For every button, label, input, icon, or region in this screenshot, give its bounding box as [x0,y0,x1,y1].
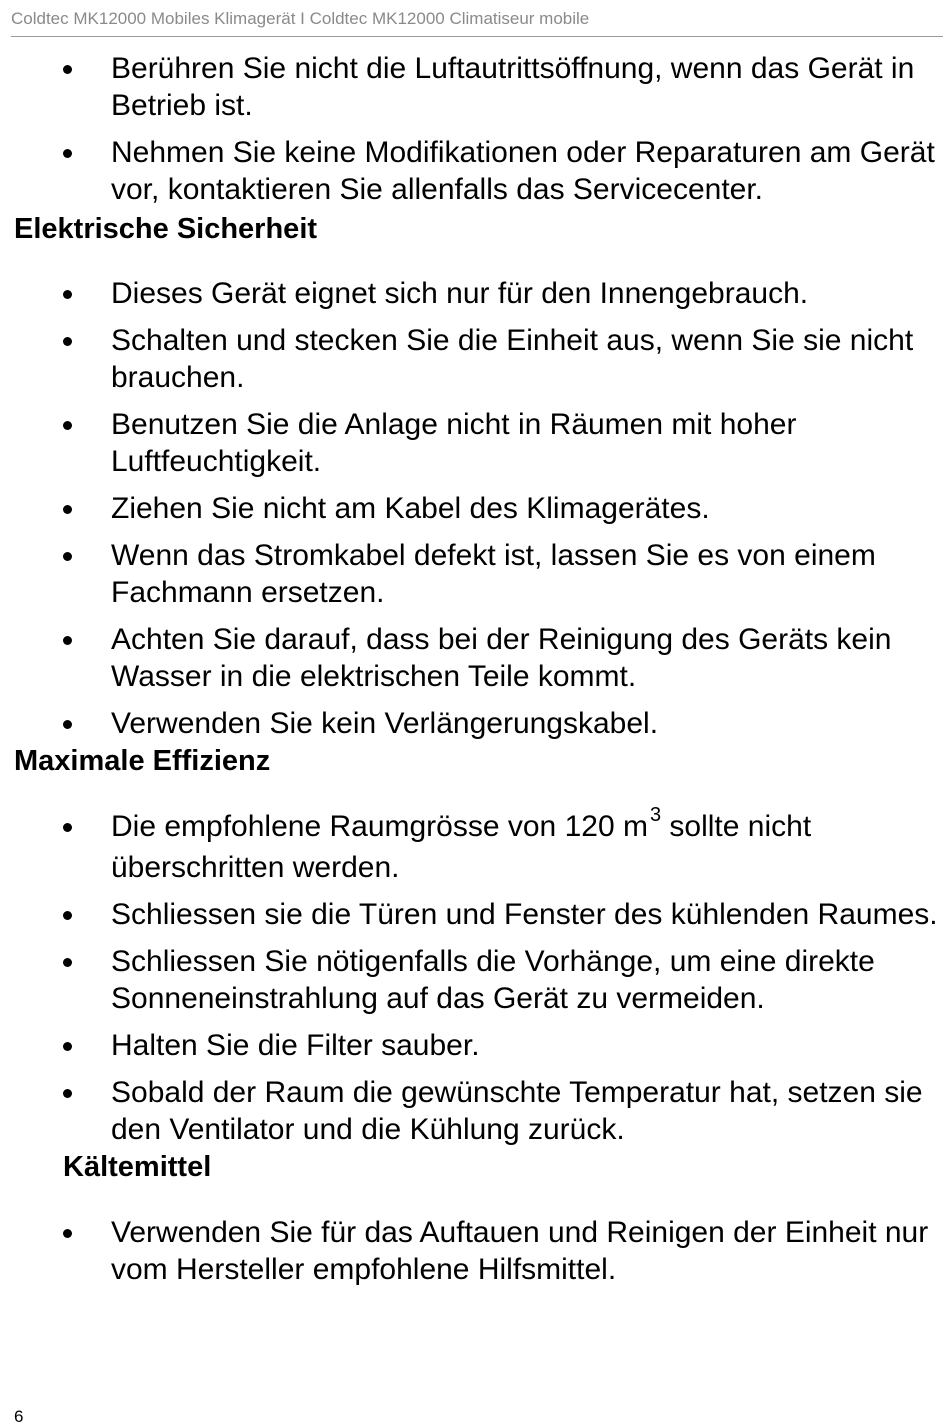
bullet-icon [63,1089,72,1098]
list-item-text: Achten Sie darauf, dass bei der Reinigung des Geräts kein Wasser in die elektrischen Teile kommt. [111,623,892,693]
bullet-icon [63,552,72,561]
bullet-icon [63,636,72,645]
list-item [0,1027,950,1064]
list-item [0,134,950,208]
list-item [0,1214,950,1288]
list-item [0,537,950,611]
section-heading-electrical-safety: Elektrische Sicherheit [14,213,318,245]
section-heading-max-efficiency: Maximale Effizienz [14,745,271,777]
list-item [0,804,950,886]
list-item [0,406,950,480]
list-item [0,621,950,695]
page-header [11,8,943,37]
max-efficiency-list [0,804,950,1148]
refrigerant-list [0,1214,950,1288]
list-item-text-after: sollte nicht überschritten werden. [111,810,812,884]
cubic-superscript: 3 [649,804,662,826]
header-title: Coldtec MK12000 Mobiles Klimagerät I Coldtec MK12000 Climatiseur mobile [11,9,590,28]
list-item [0,50,950,124]
list-item-text: Verwenden Sie für das Auftauen und Reinigen der Einheit nur vom Hersteller empfohlene Hilfsmittel. [111,1216,929,1286]
list-item [0,322,950,396]
bullet-icon [63,1042,72,1051]
bullet-icon [63,505,72,514]
electrical-safety-list [0,275,950,742]
list-item-text: Schliessen Sie nötigenfalls die Vorhänge, um eine direkte Sonneneinstrahlung auf das Gerät zu vermeiden. [111,945,875,1015]
list-item [0,705,950,742]
list-item-text: Sobald der Raum die gewünschte Temperatur hat, setzen sie den Ventilator und die Kühlung zurück. [111,1076,923,1146]
list-item [0,275,950,312]
list-item [0,1074,950,1148]
list-item-text: Verwenden Sie kein Verlängerungskabel. [111,707,659,740]
list-item [0,490,950,527]
intro-list [0,50,950,208]
bullet-icon [63,421,72,430]
list-item-text: Halten Sie die Filter sauber. [111,1029,480,1062]
bullet-icon [63,720,72,729]
bullet-icon [63,149,72,158]
list-item-text-before: Die empfohlene Raumgrösse von 120 m [111,810,648,843]
bullet-icon [63,1229,72,1238]
section-heading-refrigerant: Kältemittel [63,1151,212,1183]
bullet-icon [63,911,72,920]
list-item-text: Ziehen Sie nicht am Kabel des Klimagerätes. [111,492,710,525]
list-item-text: Schalten und stecken Sie die Einheit aus, wenn Sie sie nicht brauchen. [111,324,914,394]
bullet-icon [63,65,72,74]
page-content [0,50,950,1298]
list-item-text: Schliessen sie die Türen und Fenster des kühlenden Raumes. [111,898,938,931]
list-item-text: Dieses Gerät eignet sich nur für den Innengebrauch. [111,277,809,310]
bullet-icon [63,958,72,967]
bullet-icon [63,290,72,299]
list-item-text: Berühren Sie nicht die Luftautrittsöffnung, wenn das Gerät in Betrieb ist. [111,52,915,122]
list-item [0,896,950,933]
bullet-icon [63,337,72,346]
list-item-text: Benutzen Sie die Anlage nicht in Räumen mit hoher Luftfeuchtigkeit. [111,408,797,478]
list-item [0,943,950,1017]
list-item-text: Nehmen Sie keine Modifikationen oder Reparaturen am Gerät vor, kontaktieren Sie allenfalls das Servicecenter. [111,136,935,206]
bullet-icon [63,823,72,832]
page-number: 6 [14,1407,24,1426]
list-item-text: Wenn das Stromkabel defekt ist, lassen Sie es von einem Fachmann ersetzen. [111,539,876,609]
